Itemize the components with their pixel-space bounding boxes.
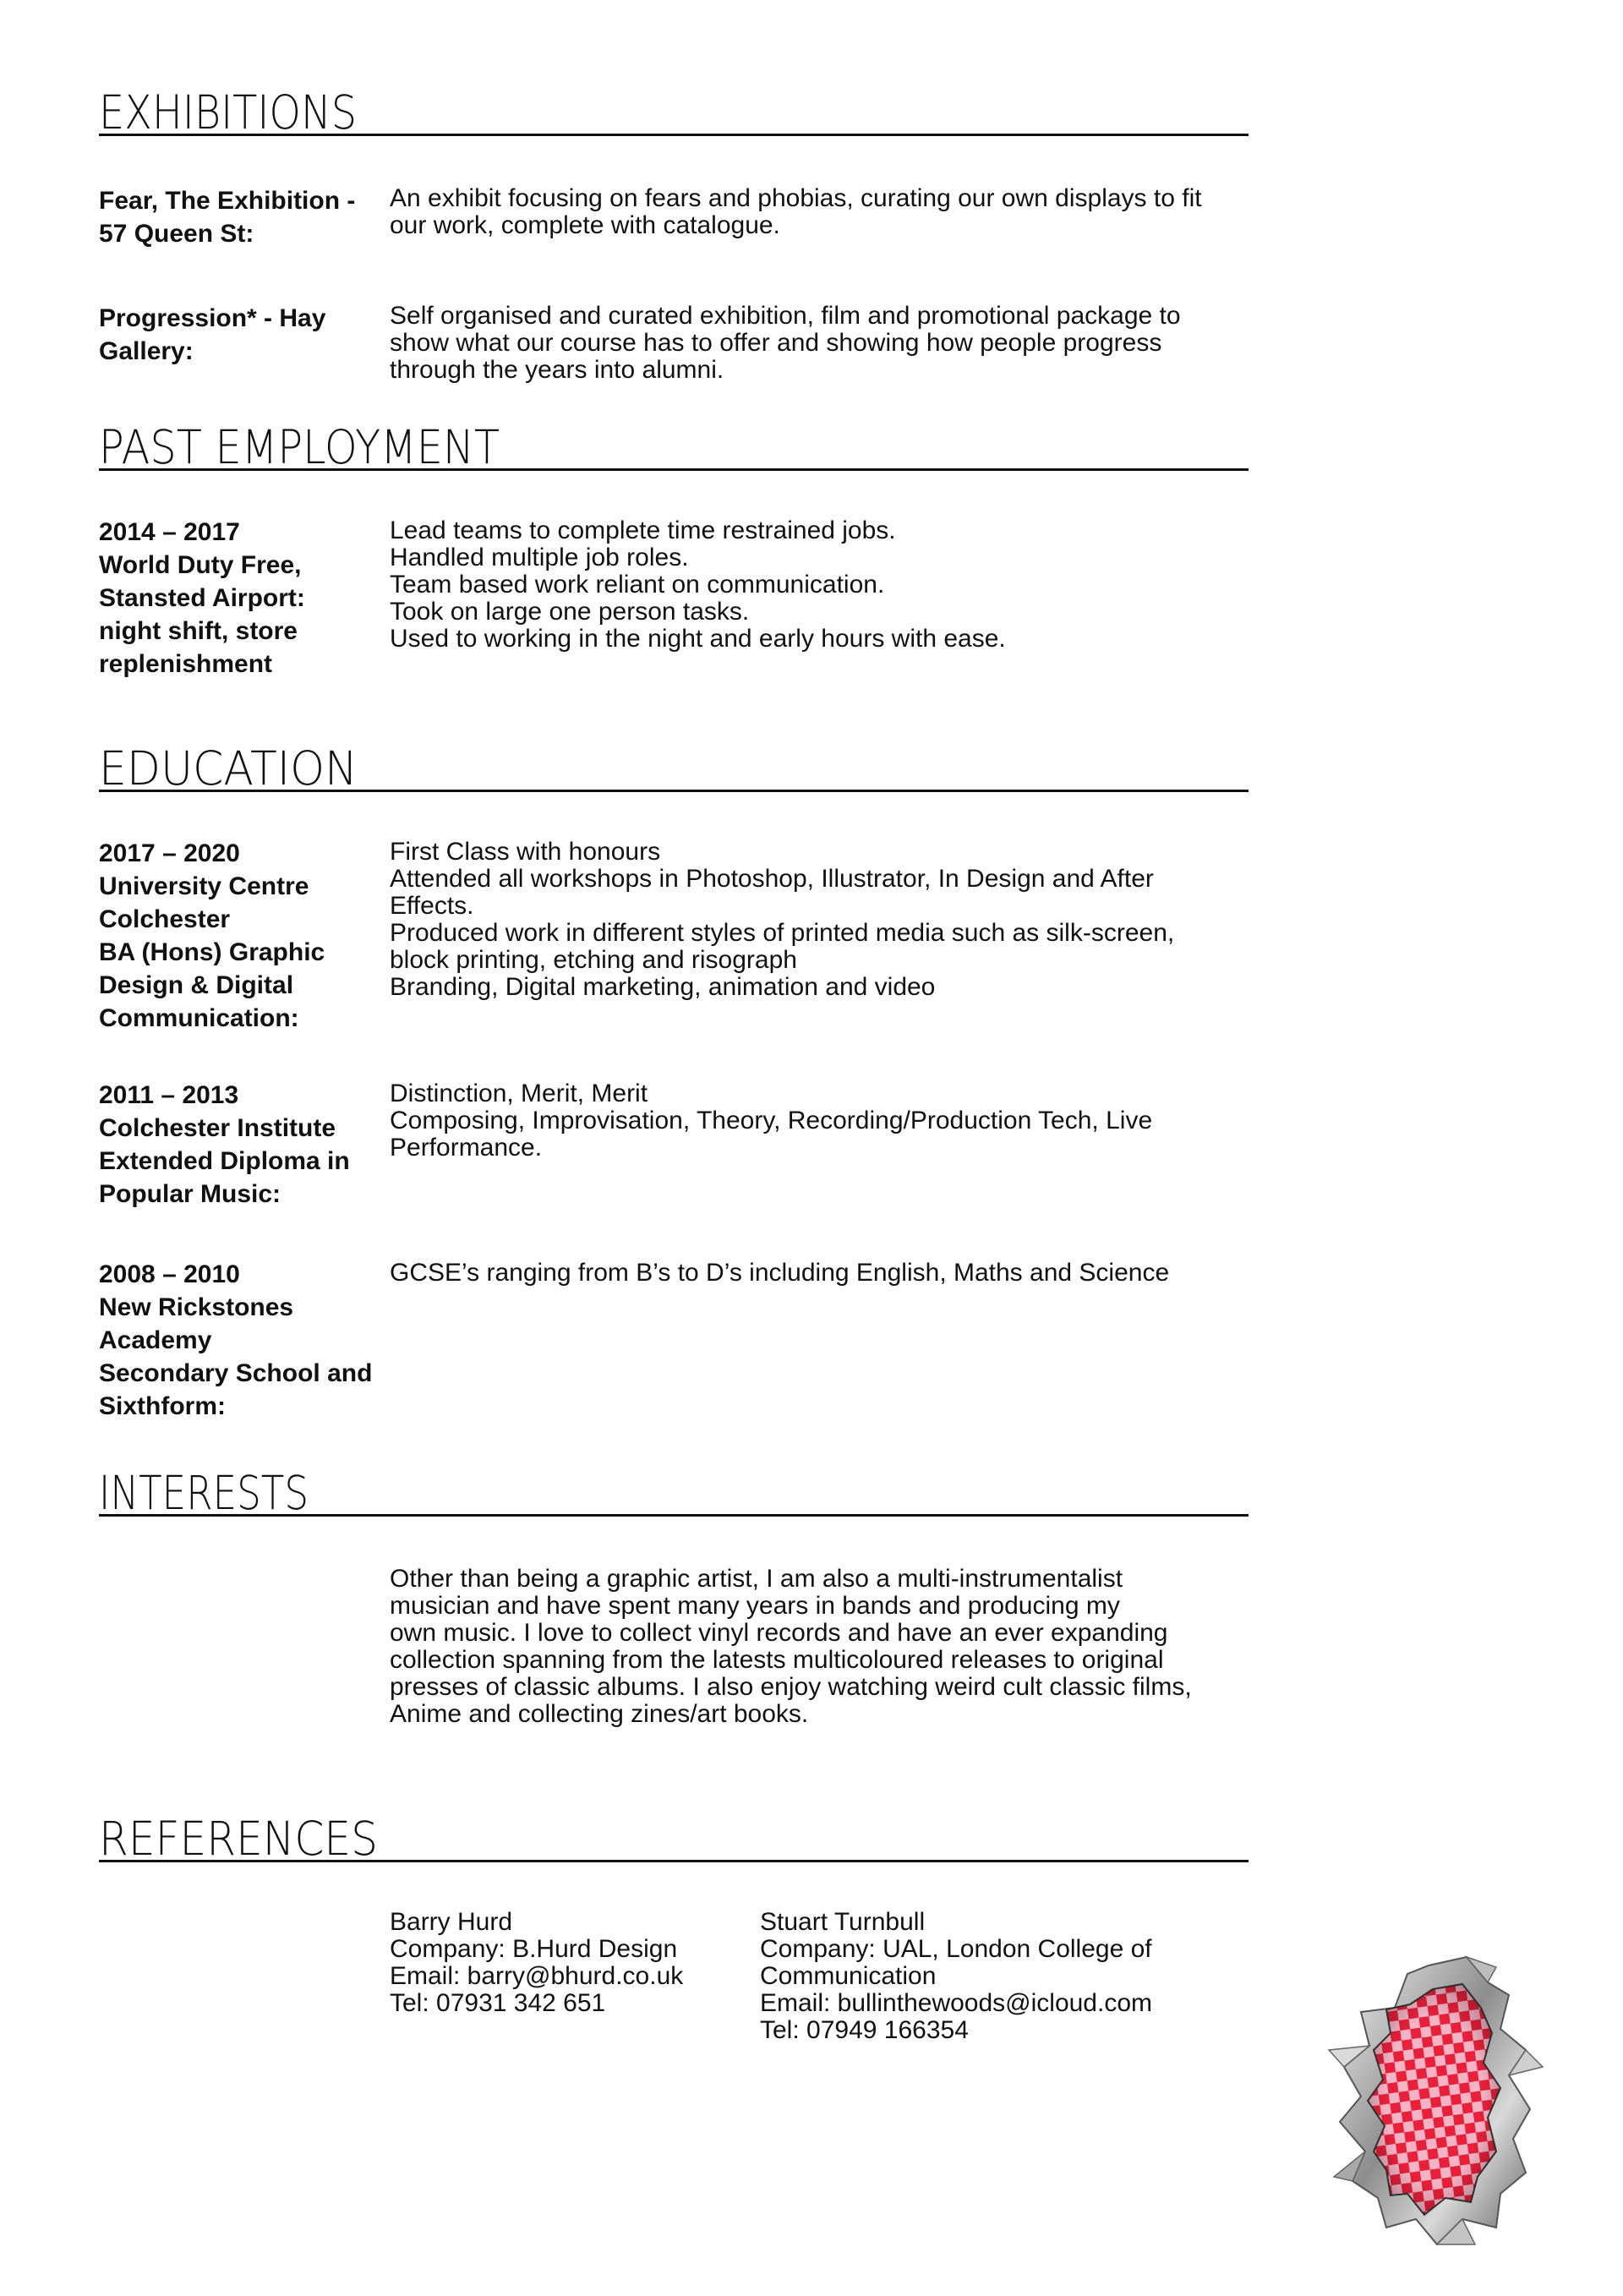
entry-label (99, 1079, 378, 1211)
reference-email[interactable]: Email: bullinthewoods@icloud.com (760, 1989, 1153, 2017)
section-references (99, 1812, 1249, 1866)
description-line: Branding, Digital marketing, animation and video (390, 973, 936, 1001)
label-line: 2017 – 2020 (99, 839, 240, 867)
reference-phone: Tel: 07931 342 651 (390, 1989, 606, 2017)
section-heading (99, 1812, 454, 1866)
description-line: block printing, etching and risograph (390, 946, 797, 974)
reference-card (390, 1909, 762, 2017)
label-line: Academy (99, 1326, 212, 1354)
entry-label (99, 184, 378, 250)
reference-name: Barry Hurd (390, 1908, 513, 1936)
section-education (99, 741, 1249, 795)
label-line: Colchester (99, 905, 231, 933)
education-entry (99, 1258, 1249, 1427)
reference-email[interactable]: Email: barry@bhurd.co.uk (390, 1962, 684, 1990)
education-entry (99, 837, 1249, 1040)
label-line: 2008 – 2010 (99, 1260, 240, 1288)
description-line: collection spanning from the latests multicoloured releases to original (390, 1646, 1164, 1674)
description-line: show what our course has to offer and showing how people progress (390, 329, 1162, 357)
description-line: Composing, Improvisation, Theory, Recording/Production Tech, Live (390, 1107, 1153, 1134)
reference-company: Company: B.Hurd Design (390, 1935, 678, 1963)
label-line: 2011 – 2013 (99, 1081, 239, 1109)
description-line: First Class with honours (390, 838, 661, 866)
description-line: Anime and collecting zines/art books. (390, 1700, 809, 1728)
label-line: 2014 – 2017 (99, 518, 240, 546)
entry-description (390, 1080, 1252, 1162)
description-line: own music. I love to collect vinyl records and have an ever expanding (390, 1619, 1168, 1647)
description-line: Team based work reliant on communication. (390, 571, 885, 599)
label-line: Extended Diploma in (99, 1147, 350, 1175)
description-line: Produced work in different styles of printed media such as silk-screen, (390, 919, 1175, 947)
section-employment (99, 420, 1249, 474)
employment-entry (99, 516, 1249, 685)
label-line: Popular Music: (99, 1180, 281, 1208)
description-line: our work, complete with catalogue. (390, 211, 780, 239)
section-interests (99, 1466, 1249, 1520)
torn-paper-checkerboard-hole-icon (1327, 1949, 1547, 2253)
label-line: Fear, The Exhibition - (99, 187, 356, 215)
education-entry (99, 1079, 1249, 1222)
description-line: An exhibit focusing on fears and phobias, curating our own displays to fit (390, 184, 1202, 212)
reference-company: Company: UAL, London College of (760, 1935, 1152, 1963)
label-line: night shift, store (99, 617, 298, 645)
entry-description (390, 1260, 1252, 1287)
heading-exhibitions: EXHIBITIONS (99, 85, 357, 139)
description-line: Attended all workshops in Photoshop, Illustrator, In Design and After (390, 865, 1154, 893)
label-line: Progression* - Hay (99, 304, 326, 332)
entry-label (99, 516, 378, 681)
description-line: Lead teams to complete time restrained jobs. (390, 517, 896, 544)
heading-references: REFERENCES (99, 1812, 378, 1866)
reference-company-cont: Communication (760, 1962, 937, 1990)
reference-card (760, 1908, 1153, 2044)
label-line: BA (Hons) Graphic (99, 938, 325, 966)
section-heading (99, 741, 454, 795)
label-line: World Duty Free, (99, 551, 302, 579)
label-line: Communication: (99, 1004, 299, 1032)
entry-description (390, 517, 1252, 653)
label-line: Sixthform: (99, 1392, 226, 1420)
description-line: Took on large one person tasks. (390, 598, 750, 626)
entry-label (99, 837, 378, 1035)
description-line: Distinction, Merit, Merit (390, 1080, 648, 1107)
description-line: Effects. (390, 892, 474, 920)
heading-past-employment: PAST EMPLOYMENT (99, 420, 500, 474)
description-line: Used to working in the night and early hours with ease. (390, 625, 1006, 653)
description-line: through the years into alumni. (390, 356, 724, 384)
label-line: Stansted Airport: (99, 584, 305, 612)
description-line: Other than being a graphic artist, I am also a multi-instrumentalist (390, 1565, 1123, 1593)
label-line: Gallery: (99, 337, 194, 365)
reference-phone: Tel: 07949 166354 (760, 2016, 969, 2044)
label-line: replenishment (99, 650, 273, 678)
exhibition-entry (99, 184, 1249, 269)
section-heading (99, 85, 454, 139)
description-line: Self organised and curated exhibition, film and promotional package to (390, 302, 1181, 330)
reference-name: Stuart Turnbull (760, 1908, 926, 1936)
exhibition-entry (99, 302, 1249, 403)
interests-text (390, 1566, 1252, 1728)
entry-description (390, 839, 1252, 1001)
label-line: University Centre (99, 872, 309, 900)
heading-education: EDUCATION (99, 741, 358, 795)
description-line: presses of classic albums. I also enjoy watching weird cult classic films, (390, 1673, 1192, 1701)
label-line: New Rickstones (99, 1293, 294, 1321)
description-line: GCSE’s ranging from B’s to D’s including English, Maths and Science (390, 1259, 1170, 1287)
label-line: Secondary School and (99, 1359, 373, 1387)
entry-label (99, 302, 378, 368)
heading-interests: INTERESTS (99, 1466, 309, 1520)
description-line: Performance. (390, 1134, 543, 1162)
section-exhibitions (99, 85, 1249, 139)
label-line: 57 Queen St: (99, 220, 254, 248)
label-line: Design & Digital (99, 971, 294, 999)
entry-description (390, 185, 1252, 239)
label-line: Colchester Institute (99, 1114, 336, 1142)
description-line: musician and have spent many years in bands and producing my (390, 1592, 1120, 1620)
entry-description (390, 303, 1252, 384)
section-heading (99, 420, 606, 474)
section-heading (99, 1466, 454, 1520)
entry-label (99, 1258, 378, 1423)
description-line: Handled multiple job roles. (390, 544, 689, 571)
